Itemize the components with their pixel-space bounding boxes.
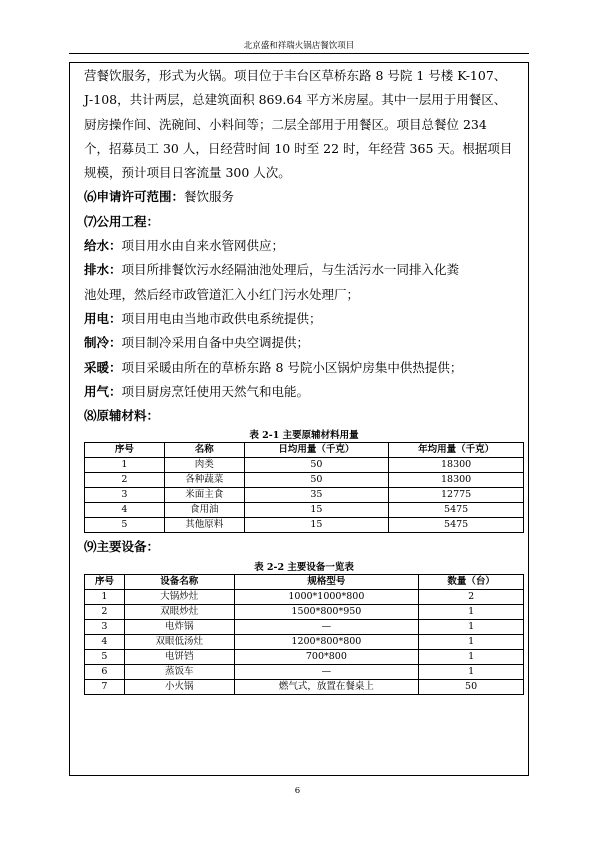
utility-cooling: 制冷：项目制冷采用自备中央空调提供； [84,335,310,351]
table-cell: 肉类 [164,458,244,473]
table-cell: 15 [244,503,389,518]
utility-drainage-cont: 池处理，然后经市政管道汇入小红门污水处理厂； [84,286,360,302]
table-cell: 蒸饭车 [124,664,234,679]
section-8-label: ⑻原辅材料： [84,408,160,424]
column-header: 序号 [85,443,165,458]
header-rule [69,53,529,54]
table-cell: 小火锅 [124,679,234,694]
table-row [85,664,524,679]
table-cell: 1 [419,604,524,619]
table-cell: 1 [419,664,524,679]
table-row [85,503,524,518]
table-header-row [85,443,524,458]
column-header: 数量（台） [419,574,524,589]
table-cell: 7 [85,679,125,694]
utility-drainage: 排水：项目所排餐饮污水经隔油池处理后，与生活污水一同排入化粪 [84,262,460,278]
table-cell: 1500*800*950 [234,604,419,619]
section-9-label: ⑼主要设备： [84,539,160,555]
table-row [85,473,524,488]
table-cell: 50 [244,458,389,473]
table-cell: 1 [419,649,524,664]
table-cell: 6 [85,664,125,679]
table-cell: 1 [419,619,524,634]
table-cell: 1000*1000*800 [234,589,419,604]
table-cell: 1 [85,589,125,604]
table-row [85,488,524,503]
table-cell: 5475 [389,503,524,518]
table-cell: 15 [244,518,389,533]
table-row [85,649,524,664]
column-header: 名称 [164,443,244,458]
section-6 [84,185,524,209]
table-cell: 食用油 [164,503,244,518]
table-cell: — [234,619,419,634]
table-row [85,634,524,649]
column-header: 年均用量（千克） [389,443,524,458]
table-cell: 2 [85,473,165,488]
table-cell: 1200*800*800 [234,634,419,649]
column-header: 设备名称 [124,574,234,589]
table-cell: 5 [85,649,125,664]
table-cell: 5 [85,518,165,533]
utility-heating: 采暖：项目采暖由所在的草桥东路 8 号院小区锅炉房集中供热提供； [84,359,463,375]
table-cell: 35 [244,488,389,503]
table-2-2-caption: 表 2-2 主要设备一览表 [254,561,354,573]
table-cell: 700*800 [234,649,419,664]
column-header: 序号 [85,574,125,589]
table-row [85,589,524,604]
table-cell: 50 [244,473,389,488]
column-header: 日均用量（千克） [244,443,389,458]
page-number: 6 [294,786,301,796]
table-header-row [85,574,524,589]
table-row [85,619,524,634]
intro-line: 厨房操作间、洗碗间、小料间等；二层全部用于用餐区。项目总餐位 234 [84,116,487,132]
table-cell: 双眼低汤灶 [124,634,234,649]
table-cell: 电饼铛 [124,649,234,664]
intro-line: 规模，预计项目日客流量 300 人次。 [84,165,291,181]
utility-electricity: 用电：项目用电由当地市政供电系统提供； [84,310,322,326]
page-header: 北京盛和祥瑞火锅店餐饮项目 [243,41,355,51]
table-cell: 双眼炒灶 [124,604,234,619]
table-cell: 2 [419,589,524,604]
utility-gas: 用气：项目厨房烹饪使用天然气和电能。 [84,383,310,399]
column-header: 规格型号 [234,574,419,589]
intro-line: J-108，共计两层，总建筑面积 869.64 平方米房屋。其中一层用于用餐区、 [84,92,507,108]
table-cell: 1 [419,634,524,649]
table-cell: 电炸锅 [124,619,234,634]
table-cell: 12775 [389,488,524,503]
table-cell: 18300 [389,473,524,488]
table-cell: 各种蔬菜 [164,473,244,488]
materials-table [84,442,524,533]
table-cell: 5475 [389,518,524,533]
equipment-table [84,574,524,695]
section-7-label: ⑺公用工程： [84,213,160,229]
table-2-1-caption: 表 2-1 主要原辅材料用量 [249,430,359,442]
table-cell: 4 [85,503,165,518]
table-cell: 燃气式，放置在餐桌上 [234,679,419,694]
table-cell: 18300 [389,458,524,473]
table-cell: 4 [85,634,125,649]
table-row [85,679,524,694]
table-row [85,458,524,473]
document-body [84,64,524,695]
table-cell: 大锅炒灶 [124,589,234,604]
table-cell: — [234,664,419,679]
table-row [85,518,524,533]
table-cell: 2 [85,604,125,619]
table-cell: 其他原料 [164,518,244,533]
section-6-label: ⑹申请许可范围： [84,189,185,205]
section-6-text: 餐饮服务 [184,189,235,205]
table-cell: 50 [419,679,524,694]
intro-paragraph [84,64,524,185]
table-cell: 1 [85,458,165,473]
table-cell: 3 [85,488,165,503]
intro-line: 个，招募员工 30 人，日经营时间 10 时至 22 时，年经营 365 天。根据项目 [84,140,513,156]
table-cell: 3 [85,619,125,634]
intro-line: 营餐饮服务，形式为火锅。项目位于丰台区草桥东路 8 号院 1 号楼 K-107、 [84,68,507,83]
table-cell: 米面主食 [164,488,244,503]
utility-water-supply: 给水：项目用水由自来水管网供应； [84,238,285,254]
table-row [85,604,524,619]
